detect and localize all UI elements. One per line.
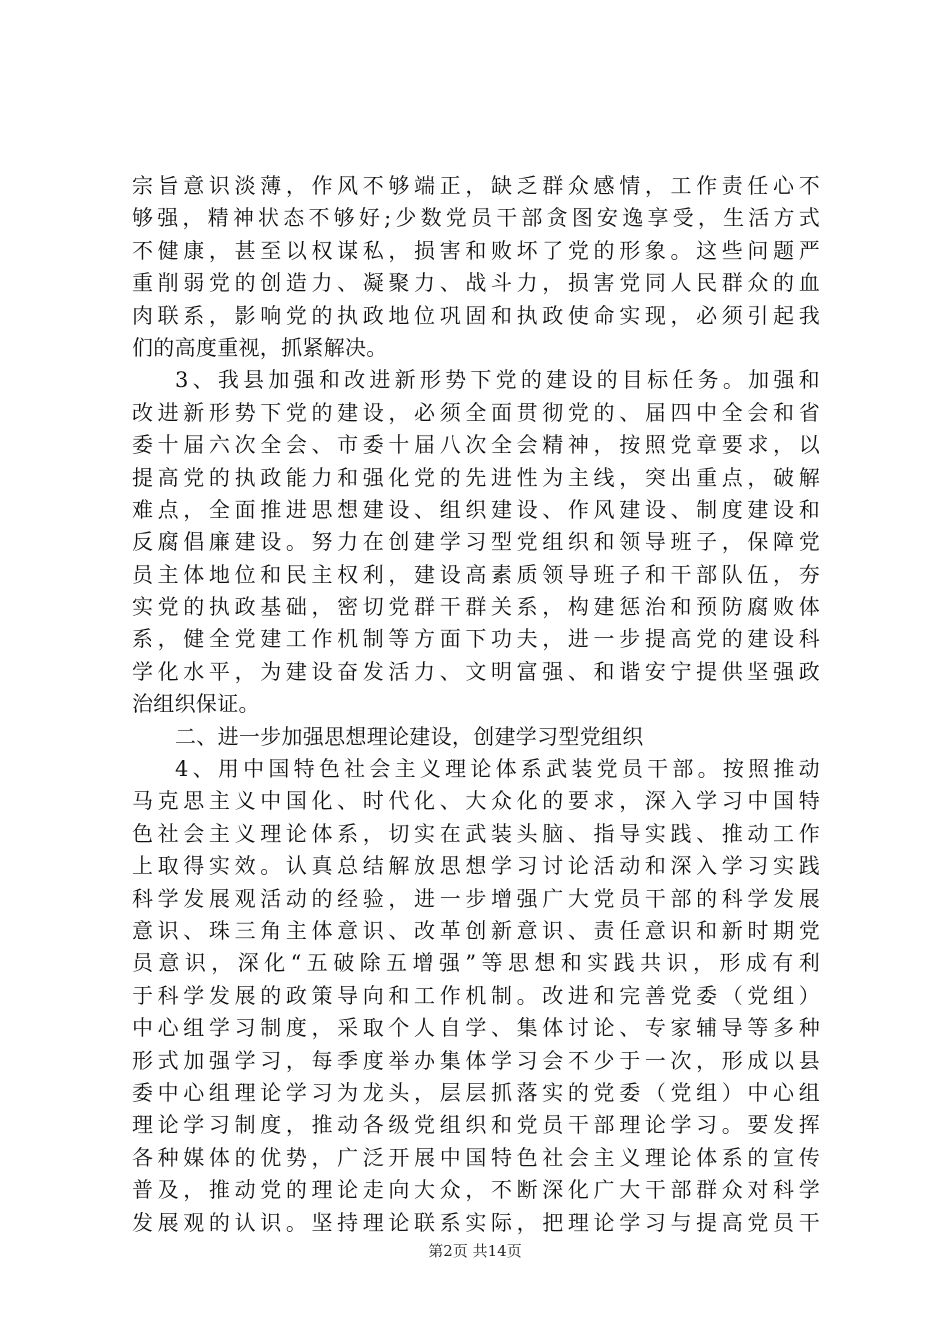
text-line: 理论学习制度，推动各级党组织和党员干部理论学习。要发挥	[132, 1113, 820, 1138]
text-line: 治组织保证。	[132, 692, 260, 717]
paragraph-start-line: 3、我县加强和改进新形势下党的建设的目标任务。加强和	[175, 368, 820, 393]
text-line: 中心组学习制度，采取个人自学、集体讨论、专家辅导等多种	[132, 1016, 820, 1041]
text-line: 科学发展观活动的经验，进一步增强广大党员干部的科学发展	[132, 886, 820, 911]
text-line: 委十届六次全会、市委十届八次全会精神，按照党章要求，以	[132, 433, 820, 458]
text-line: 学化水平，为建设奋发活力、文明富强、和谐安宁提供坚强政	[132, 659, 820, 684]
text-line: 普及，推动党的理论走向大众，不断深化广大干部群众对科学	[132, 1178, 820, 1203]
page-number-footer: 第2页 共14页	[428, 1242, 522, 1260]
paragraph-start-line: 4、用中国特色社会主义理论体系武装党员干部。按照推动	[175, 757, 820, 782]
text-line: 发展观的认识。坚持理论联系实际，把理论学习与提高党员干	[132, 1210, 820, 1235]
text-line: 委中心组理论学习为龙头，层层抓落实的党委（党组）中心组	[132, 1080, 820, 1105]
text-line: 反腐倡廉建设。努力在创建学习型党组织和领导班子，保障党	[132, 530, 820, 555]
text-line: 够强，精神状态不够好;少数党员干部贪图安逸享受，生活方式	[132, 206, 820, 231]
text-line: 于科学发展的政策导向和工作机制。改进和完善党委（党组）	[132, 983, 820, 1008]
text-line: 改进新形势下党的建设，必须全面贯彻党的、届四中全会和省	[132, 400, 820, 425]
text-line: 们的高度重视，抓紧解决。	[132, 335, 388, 360]
text-line: 提高党的执政能力和强化党的先进性为主线，突出重点，破解	[132, 465, 820, 490]
text-line: 上取得实效。认真总结解放思想学习讨论活动和深入学习实践	[132, 854, 820, 879]
text-line: 重削弱党的创造力、凝聚力、战斗力，损害党同人民群众的血	[132, 271, 820, 296]
text-line: 肉联系，影响党的执政地位巩固和执政使命实现，必须引起我	[132, 303, 820, 328]
text-line: 实党的执政基础，密切党群干群关系，构建惩治和预防腐败体	[132, 595, 820, 620]
text-line: 员意识，深化“五破除五增强”等思想和实践共识，形成有利	[132, 951, 820, 976]
text-line: 不健康，甚至以权谋私，损害和败坏了党的形象。这些问题严	[132, 238, 820, 263]
document-body	[132, 170, 820, 1239]
text-line: 各种媒体的优势，广泛开展中国特色社会主义理论体系的宣传	[132, 1145, 820, 1170]
text-line: 意识、珠三角主体意识、改革创新意识、责任意识和新时期党	[132, 918, 820, 943]
text-line: 宗旨意识淡薄，作风不够端正，缺乏群众感情，工作责任心不	[132, 174, 820, 198]
text-line: 形式加强学习，每季度举办集体学习会不少于一次，形成以县	[132, 1048, 820, 1073]
text-line: 马克思主义中国化、时代化、大众化的要求，深入学习中国特	[132, 789, 820, 814]
text-line: 色社会主义理论体系，切实在武装头脑、指导实践、推动工作	[132, 821, 820, 846]
text-line: 难点，全面推进思想建设、组织建设、作风建设、制度建设和	[132, 497, 820, 522]
section-heading: 二、进一步加强思想理论建设，创建学习型党组织	[175, 724, 644, 749]
text-line: 员主体地位和民主权利，建设高素质领导班子和干部队伍，夯	[132, 562, 820, 587]
text-line: 系，健全党建工作机制等方面下功夫，进一步提高党的建设科	[132, 627, 820, 652]
